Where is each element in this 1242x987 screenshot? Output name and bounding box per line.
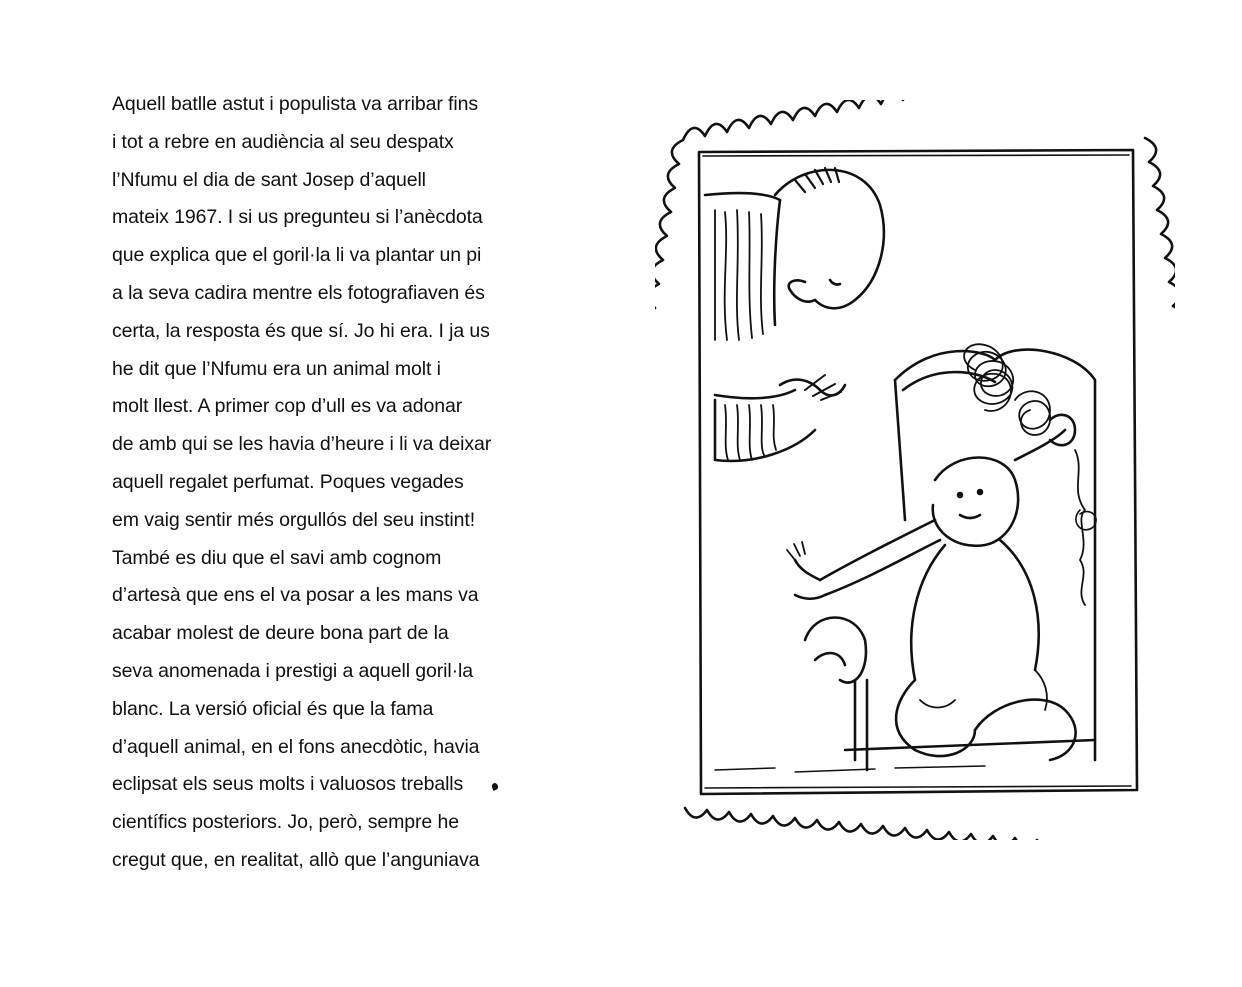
text-line: d’artesà que ens el va posar a les mans va (112, 584, 479, 607)
text-line: científics posteriors. Jo, però, sempre he (112, 811, 459, 834)
inner-frame (699, 150, 1137, 794)
text-line: mateix 1967. I si us pregunteu si l’anècdota (112, 206, 483, 229)
text-line: de amb qui se les havia d’heure i li va deixar (112, 433, 492, 456)
chair (805, 350, 1095, 770)
text-line: aquell regalet perfumat. Poques vegades (112, 470, 464, 493)
body-text (112, 86, 532, 880)
text-line: em vaig sentir més orgullós del seu instint! (112, 508, 476, 531)
text-line: que explica que el goril·la li va plantar un pi (112, 244, 482, 267)
text-line: També es diu que el savi amb cognom (112, 546, 442, 569)
text-line: acabar molest de deure bona part de la (112, 622, 449, 645)
ground-strokes (715, 766, 985, 772)
sketch-svg (655, 100, 1175, 840)
text-line: seva anomenada i prestigi a aquell goril·la (112, 659, 474, 682)
text-line: eclipsat els seus molts i valuosos treballs (112, 773, 464, 796)
gorilla-figure (787, 344, 1096, 760)
text-line: l’Nfumu el dia de sant Josep d’aquell (112, 168, 426, 191)
text-line: he dit que l’Nfumu era un animal molt i (112, 357, 441, 380)
text-line: certa, la resposta és que sí. Jo hi era. I ja us (112, 319, 490, 342)
text-line: d’aquell animal, en el fons anecdòtic, havia (112, 735, 480, 758)
text-line: blanc. La versió oficial és que la fama (112, 697, 434, 720)
text-line: a la seva cadira mentre els fotografiaven és (112, 281, 485, 304)
stamp-frame (655, 100, 1175, 840)
illustration (655, 100, 1175, 840)
text-line: cregut que, en realitat, allò que l’anguniava (112, 848, 480, 871)
text-line: molt llest. A primer cop d’ull es va adonar (112, 395, 463, 418)
text-line: Aquell batlle astut i populista va arribar fins (112, 93, 479, 115)
text-line: i tot a rebre en audiència al seu despatx (112, 130, 454, 153)
man-figure (705, 168, 884, 461)
